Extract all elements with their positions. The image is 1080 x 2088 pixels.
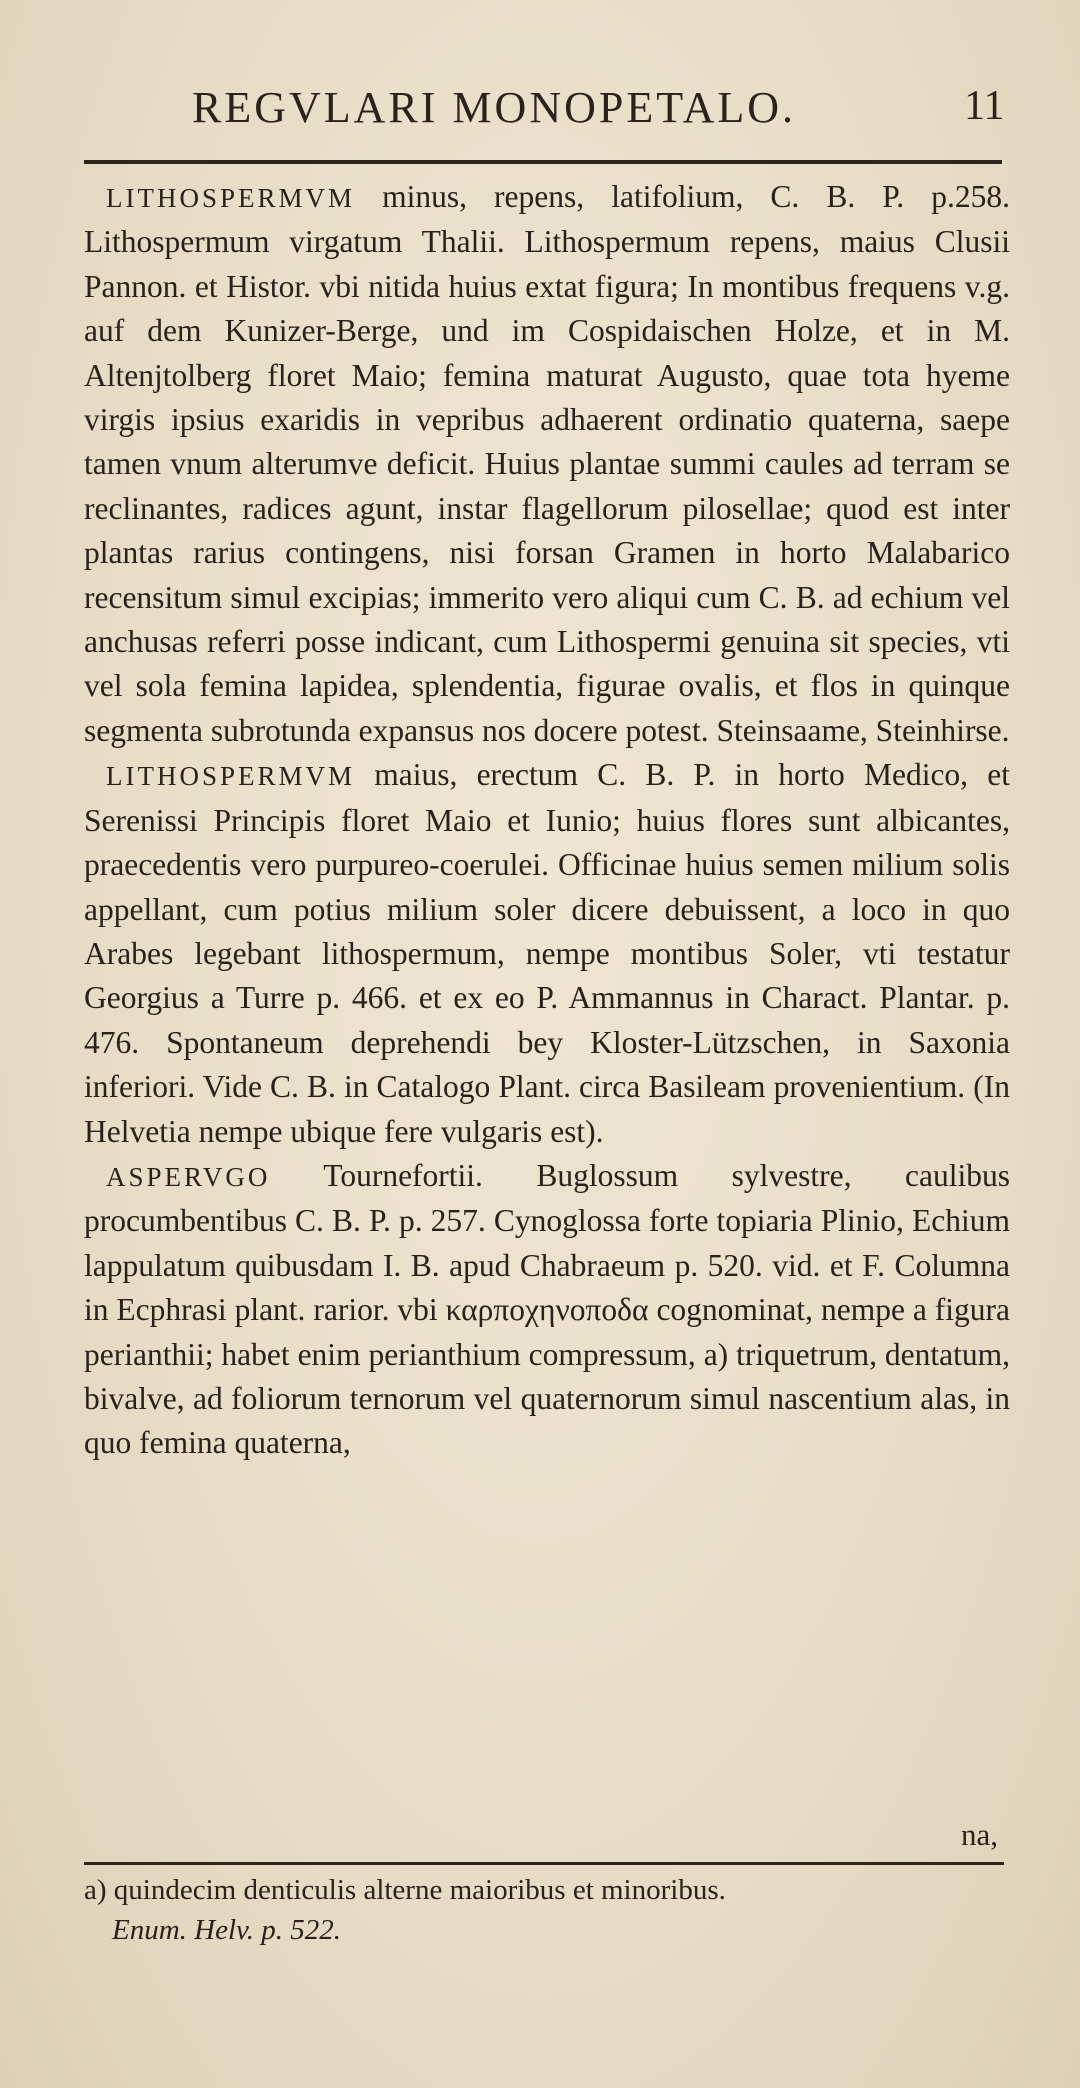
page-header xyxy=(0,82,1080,132)
entry-text: minus, repens, latifolium, C. B. P. p.258. Lithospermum virgatum Thalii. Lithospermum repens, maius Clusii Pannon. et Histor. vbi nitida huius extat figura; In montibus frequens v.g. auf dem Kunizer-Berge, und im Cospidaischen Holze, et in M. Altenjtolberg floret Maio; femina maturat Augusto, quae tota hyeme virgis ipsius exaridis in vepribus adhaerent ordinatio quaterna, saepe tamen vnum alterumve deficit. Huius plantae summi caules ad terram se reclinantes, radices agunt, instar flagellorum pilosellae; quod est inter plantas rarius contingens, nisi forsan Gramen in horto Malabarico recensitum simul excipias; immerito vero aliqui cum C. B. ad echium vel anchusas referri posse indicant, cum Lithospermi genuina sit species, vti vel sola femina lapidea, splendentia, figurae ovalis, et flos in quinque segmenta subrotunda expansus nos docere potest. Steinsaame, Steinhirse. xyxy=(84,179,1010,748)
footnote xyxy=(84,1870,1010,1950)
entry-lithospermum-minus xyxy=(84,175,1010,753)
main-text xyxy=(84,175,1010,1466)
header-rule xyxy=(84,160,1002,164)
catchword: na, xyxy=(960,1817,998,1852)
running-head: REGVLARI MONOPETALO. xyxy=(192,83,797,132)
entry-text: Tournefortii. Buglossum sylvestre, caulibus procumbentibus C. B. P. p. 257. Cynoglossa forte topiaria Plinio, Echium lappulatum quibusdam I. B. apud Chabraeum p. 520. vid. et F. Columna in Ecphrasi plant. rarior. vbi καρποχηνοποδα cognominat, nempe a figura perianthii; habet enim perianthium compressum, a) triquetrum, dentatum, bivalve, ad foliorum ternorum vel quaternorum simul nascentium alas, in quo femina quaterna, xyxy=(84,1157,1010,1461)
entry-title: ASPERVGO xyxy=(106,1161,271,1192)
footnote-reference: Enum. Helv. p. 522. xyxy=(112,1914,341,1946)
entry-text: maius, erectum C. B. P. in horto Medico, et Serenissi Principis floret Maio et Iunio; huius flores sunt albicantes, praecedentis vero purpureo-coerulei. Officinae huius semen milium solis appellant, cum potius milium soler dicere debuissent, a loco in quo Arabes legebant lithospermum, nempe montibus Soler, vti testatur Georgius a Turre p. 466. et ex eo P. Ammannus in Charact. Plantar. p. 476. Spontaneum deprehendi bey Kloster-Lützschen, in Saxonia inferiori. Vide C. B. in Catalogo Plant. circa Basileam provenientium. (In Helvetia nempe ubique fere vulgaris est). xyxy=(84,757,1010,1149)
page-number: 11 xyxy=(964,83,1005,129)
entry-title: LITHOSPERMVM xyxy=(106,761,356,792)
entry-title: LITHOSPERMVM xyxy=(106,183,356,213)
footnote-rule xyxy=(84,1862,1004,1865)
entry-asperugo xyxy=(84,1154,1010,1466)
entry-lithospermum-maius xyxy=(84,753,1010,1154)
footnote-text: a) quindecim denticulis alterne maioribus et minoribus. xyxy=(84,1874,726,1906)
